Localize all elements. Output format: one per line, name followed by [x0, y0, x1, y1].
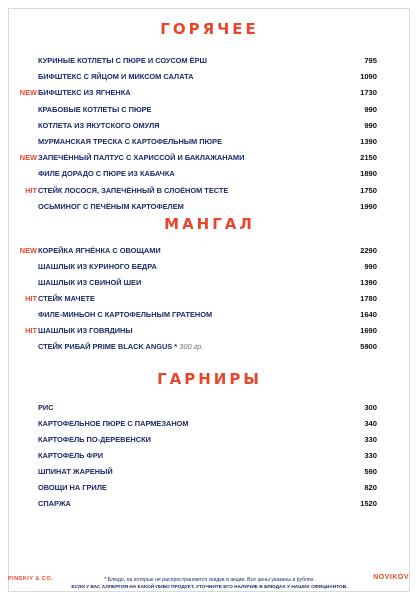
item-name [38, 104, 151, 116]
item-price: 990 [364, 104, 377, 114]
item-name [38, 277, 141, 289]
menu-item [0, 309, 419, 321]
item-name [38, 55, 207, 67]
item-name [38, 402, 54, 414]
item-name [38, 482, 107, 494]
item-name-text: КОРЕЙКА ЯГНЁНКА С ОВОЩАМИ [38, 246, 161, 255]
menu-item [0, 185, 419, 197]
item-name [38, 434, 151, 446]
item-name [38, 185, 228, 197]
menu-item [0, 245, 419, 257]
item-name-text: КАРТОФЕЛЬ ФРИ [38, 451, 104, 460]
item-badge: HIT [25, 185, 37, 195]
item-price: 1390 [360, 137, 377, 146]
item-price: 1520 [360, 499, 377, 508]
pinskiy-logo: PINSKIY & CO. [8, 576, 54, 582]
section-title: ГОРЯЧЕЕ [160, 20, 259, 38]
item-price: 5900 [360, 342, 377, 351]
item-name-text: КРАБОВЫЕ КОТЛЕТЫ С ПЮРЕ [38, 104, 152, 114]
item-price: 1890 [360, 169, 377, 179]
item-name [38, 293, 95, 305]
section-title: ГАРНИРЫ [157, 370, 262, 388]
item-name-text: ШАШЛЫК ИЗ ГОВЯДИНЫ [38, 326, 133, 335]
item-name [38, 325, 133, 337]
item-name [38, 71, 193, 83]
menu-item [0, 152, 419, 164]
menu-item [0, 55, 419, 67]
item-price: 820 [364, 483, 377, 492]
allergy-note: ЕСЛИ У ВАС АЛЛЕРГИЯ НА КАКОЙ-ЛИБО ПРОДУКТ, УТОЧНИТЕ ЕГО НАЛИЧИЕ В БЛЮДАХ У НАШИХ ОФИЦИАНТОВ. [71, 585, 348, 590]
menu-item [0, 87, 419, 99]
menu-item [0, 71, 419, 83]
item-name-text: СТЕЙК ЛОСОСЯ, ЗАПЕЧЁННЫЙ В СЛОЁНОМ ТЕСТЕ [38, 185, 229, 195]
item-price: 1990 [360, 201, 377, 211]
item-badge: HIT [25, 326, 37, 335]
item-badge: HIT [25, 294, 37, 303]
item-price: 330 [364, 435, 377, 444]
item-price: 1750 [360, 185, 377, 195]
item-name [38, 136, 222, 148]
item-name-text: МУРМАНСКАЯ ТРЕСКА С КАРТОФЕЛЬНЫМ ПЮРЕ [38, 137, 223, 146]
item-name [38, 168, 175, 180]
item-name [38, 261, 157, 273]
item-name [38, 498, 71, 510]
item-name [38, 309, 212, 321]
item-price: 1640 [360, 310, 377, 319]
item-name-text: ОСЬМИНОГ С ПЕЧЁНЫМ КАРТОФЕЛЕМ [38, 201, 184, 211]
item-note: 300 гр. [179, 342, 204, 351]
item-price: 1390 [360, 278, 377, 287]
item-price: 2290 [360, 246, 377, 255]
item-name-text: ШАШЛЫК ИЗ СВИНОЙ ШЕИ [38, 278, 142, 287]
menu-item [0, 136, 419, 148]
menu-item [0, 434, 419, 446]
item-name-text: ЗАПЕЧЁННЫЙ ПАЛТУС С ХАРИССОЙ И БАКЛАЖАНАМИ [38, 153, 245, 163]
item-name-text: КУРИНЫЕ КОТЛЕТЫ С ПЮРЕ И СОУСОМ ЁРШ [38, 56, 207, 65]
item-name-text: КАРТОФЕЛЬ ПО-ДЕРЕВЕНСКИ [38, 435, 151, 444]
menu-item [0, 482, 419, 494]
section-title: МАНГАЛ [164, 215, 255, 233]
menu-item [0, 498, 419, 510]
item-price: 590 [364, 467, 377, 476]
price-footnote: * Блюдо, на которые не распространяются скидки и акции. Все цены указаны в рублях. [104, 577, 315, 583]
item-price: 2150 [360, 153, 377, 163]
item-price: 1090 [360, 72, 377, 82]
item-name-text: ФИЛЕ ДОРАДО С ПЮРЕ ИЗ КАБАЧКА [38, 169, 175, 179]
item-name-text: ОВОЩИ НА ГРИЛЕ [38, 483, 107, 492]
item-price: 330 [364, 451, 377, 460]
item-name-text: ШАШЛЫК ИЗ КУРИНОГО БЕДРА [38, 262, 157, 271]
item-name [38, 466, 113, 478]
menu-item [0, 293, 419, 305]
item-name-text: ФИЛЕ-МИНЬОН С КАРТОФЕЛЬНЫМ ГРАТЕНОМ [38, 310, 213, 319]
item-name-text: СТЕЙК РИБАЙ PRIME BLACK ANGUS * [38, 342, 178, 351]
menu-item [0, 261, 419, 273]
item-price: 300 [364, 403, 377, 412]
item-name [38, 450, 103, 462]
item-name [38, 152, 244, 164]
item-name-text: КАРТОФЕЛЬНОЕ ПЮРЕ С ПАРМЕЗАНОМ [38, 419, 189, 428]
item-name [38, 120, 159, 132]
item-name [38, 87, 131, 99]
menu-item [0, 450, 419, 462]
item-badge: NEW [19, 246, 37, 255]
item-badge: NEW [19, 88, 37, 98]
novikov-logo: NOVIKOV [373, 574, 409, 581]
menu-item [0, 201, 419, 213]
item-name [38, 245, 161, 257]
menu-item [0, 402, 419, 414]
item-price: 990 [364, 262, 377, 271]
menu-item [0, 466, 419, 478]
menu-item [0, 418, 419, 430]
item-price: 1690 [360, 326, 377, 335]
item-name-text: КОТЛЕТА ИЗ ЯКУТСКОГО ОМУЛЯ [38, 120, 160, 130]
item-price: 1780 [360, 294, 377, 303]
menu-item [0, 325, 419, 337]
item-name-text: БИФШТЕКС ИЗ ЯГНЕНКА [38, 88, 131, 98]
menu-item [0, 341, 419, 353]
item-name [38, 341, 203, 353]
item-price: 340 [364, 419, 377, 428]
menu-item [0, 120, 419, 132]
menu-item [0, 168, 419, 180]
item-name [38, 418, 189, 430]
item-name [38, 201, 184, 213]
item-name-text: БИФШТЕКС С ЯЙЦОМ И МИКСОМ САЛАТА [38, 72, 194, 82]
menu-item [0, 277, 419, 289]
item-price: 1730 [360, 88, 377, 98]
item-name-text: СТЕЙК МАЧЕТЕ [38, 294, 95, 303]
item-name-text: ШПИНАТ ЖАРЕНЫЙ [38, 467, 113, 476]
item-badge: NEW [19, 153, 37, 163]
item-price: 990 [364, 120, 377, 130]
item-name-text: РИС [38, 403, 54, 412]
item-name-text: СПАРЖА [38, 499, 71, 508]
menu-item [0, 104, 419, 116]
item-price: 795 [364, 56, 377, 65]
